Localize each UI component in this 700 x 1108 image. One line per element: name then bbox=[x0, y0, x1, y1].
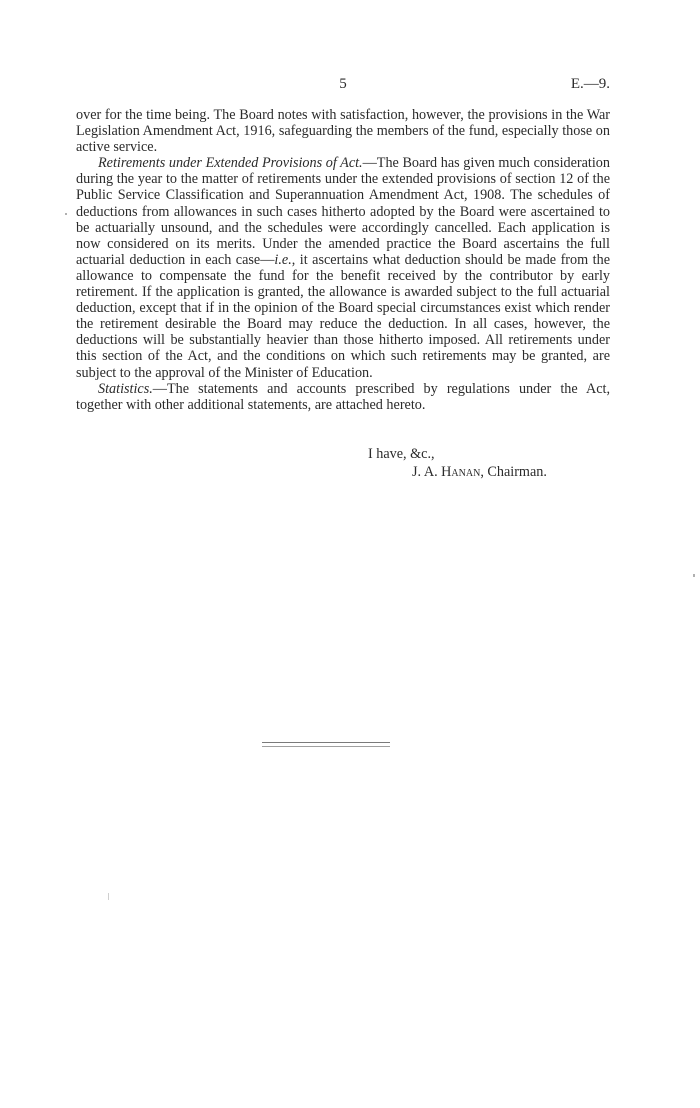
statistics-text: —The statements and accounts prescribed by regulations under the Act, together with other additional statements, are attached hereto. bbox=[76, 380, 610, 413]
document-code: E.—9. bbox=[570, 76, 610, 92]
statistics-heading: Statistics. bbox=[98, 380, 153, 397]
scan-speck bbox=[108, 893, 109, 900]
retirements-text-a: —The Board has given much consideration during the year to the matter of retirements under the extended provisions of section 12 of the Public Service Classification and Superannuation Amendment Act, 1908. The schedules of deductions from allowances in such cases hitherto adopted by the Board were ascertained to be actuarially unsound, and the schedules were accordingly cancelled. Each application is now considered on its merits. Under the amended practice the Board ascertains the full actuarial deduction in each case— bbox=[76, 155, 610, 268]
retirements-text-b: , it ascertains what deduction should be made from the allowance to compensate the fund for the benefit received by the contributor by early retirement. If the application is granted, the allowance is awarded subject to the full actuarial deduction, except that if in the opinion of the Board special circumstances exist which render the retirement desirable the Board may reduce the deduction. In all cases, however, the deductions will be substantially heavier than those hitherto imposed. All retirements under this section of the Act, and the conditions on which such retirements may be granted, are subject to the approval of the Minister of Education. bbox=[76, 251, 610, 381]
signature-initials: J. A. bbox=[412, 464, 438, 480]
paragraph-continuation: over for the time being. The Board notes with satisfaction, however, the provisions in the War Legislation Amendment Act, 1916, safeguarding the members of the fund, especially those on active service. bbox=[76, 107, 610, 156]
scan-speck bbox=[693, 574, 695, 577]
closing-salutation: I have, &c., bbox=[368, 446, 435, 462]
paragraph-retirements bbox=[76, 155, 610, 380]
signature-name: Hanan bbox=[441, 464, 481, 480]
section-divider bbox=[262, 742, 390, 747]
paragraph-statistics bbox=[76, 381, 610, 413]
page-number: 5 bbox=[339, 76, 347, 92]
body-text bbox=[76, 107, 610, 413]
scan-speck bbox=[65, 213, 67, 215]
retirements-heading: Retirements under Extended Provisions of Act. bbox=[98, 155, 363, 172]
signature-line bbox=[412, 464, 547, 480]
page-header bbox=[76, 76, 610, 96]
retirements-ie: i.e. bbox=[274, 251, 292, 268]
signature-title: , Chairman. bbox=[480, 464, 547, 480]
